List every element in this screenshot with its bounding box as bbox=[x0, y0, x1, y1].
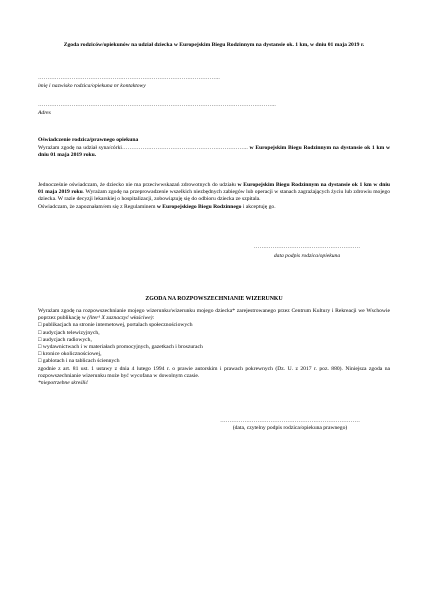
option-noticeboards-checkbox[interactable]: □ gablotach i na tablicach ściennych bbox=[38, 358, 120, 365]
image-consent-body bbox=[38, 308, 390, 387]
signature-1-dotted-line: ………………………………………………… bbox=[253, 244, 361, 250]
regulations-statement-bold: w Europejskiego Biegu Rodzinnego bbox=[156, 203, 242, 210]
declaration-heading: Oświadczenie rodzica/prawnego opiekuna bbox=[38, 137, 139, 143]
option-tv-checkbox[interactable]: □ audycjach telewizyjnych, bbox=[38, 329, 100, 336]
signature-block-1 bbox=[232, 244, 382, 260]
signature-2-caption: (data, czytelny podpis rodzica/opiekuna prawnego) bbox=[232, 425, 348, 432]
signature-1-caption: data podpis rodzica/opiekuna bbox=[273, 253, 341, 260]
option-radio-checkbox[interactable]: □ audycjach radiowych, bbox=[38, 336, 92, 343]
signature-2-dotted-line: ………………………………………………………………… bbox=[220, 418, 360, 424]
option-chronicle-checkbox[interactable]: □ kronice okolicznościowej, bbox=[38, 351, 102, 358]
legal-basis-text: zgodnie z art. 81 ust. 1 ustawy z dnia 4 lutego 1994 r. o prawie autorskim i prawach pokrewnych (Dz. U. z 2017 r. poz. 880). Niniejsza zgoda na rozpowszechnianie wizerunku może być wycofana w dowolnym czasie. bbox=[38, 365, 390, 379]
address-caption: Adres bbox=[38, 110, 51, 116]
health-statement-p2: . Wyrażam zgodę na przeprowadzenie wszelkich niezbędnych zabiegów lub operacji w stanach zagrażających życiu lub zdrowiu mojego dziecka. W razie decyzji lekarskiej o hospitalizacji, zobowiązuję się do odbioru dziecka ze szpitala. bbox=[38, 189, 390, 203]
health-statement bbox=[38, 182, 390, 211]
document-title: Zgoda rodziców/opiekunów na udział dziecka w Europejskim Biegu Rodzinnym na dystansie ok. 1 km, w dniu 01 maja 2019 r. bbox=[63, 42, 365, 48]
image-consent-intro: Wyrażam zgodę na rozpowszechnianie mojego wizerunku/wizerunku mojego dziecka* zarejestrowanego przez Centrum Kultury i Rekreacji we Wschowie poprzez publikację w bbox=[38, 308, 390, 322]
footnote: *niepotrzebne skreślić bbox=[38, 380, 88, 387]
name-caption: imię i nazwisko rodzica/opiekuna nr kontaktowy bbox=[38, 83, 146, 89]
option-internet-checkbox[interactable]: □ publikacjach na stronie internetowej, portalach społecznościowych bbox=[38, 322, 193, 329]
option-publications-checkbox[interactable]: □ wydawnictwach i w materiałach promocyjnych, gazetkach i broszurach bbox=[38, 344, 203, 351]
regulations-statement-end: i akceptuję go. bbox=[241, 203, 276, 210]
declaration-text-plain: Wyrażam zgodę na udział syna/córki………………………………………………………….. bbox=[38, 145, 250, 151]
regulations-statement: Oświadczam, że zapoznałam/em się z Regulaminem bbox=[38, 203, 157, 210]
health-statement-p1: Jednocześnie oświadczam, że dziecko nie ma przeciwwskazań zdrowotnych do udziału bbox=[38, 182, 238, 188]
name-dotted-line: …………………………………………………………………………………….. bbox=[38, 75, 220, 81]
health-statement-event: w Europejskim Biegu Rodzinnym na dystansie ok 1 km w dniu 01 maja 2019 roku bbox=[38, 182, 390, 196]
declaration-text-bold: w Europejskim Biegu Rodzinnym na dystansie ok 1 km w dniu 01 maja 2019 roku. bbox=[38, 145, 391, 159]
image-consent-intro-end: : bbox=[152, 315, 155, 322]
declaration-text bbox=[38, 145, 390, 159]
address-dotted-line: ……………………………………………………………………………………………………………….. bbox=[38, 102, 276, 108]
image-consent-heading: ZGODA NA ROZPOWSZECHNIANIE WIZERUNKU bbox=[145, 296, 283, 302]
signature-block-2 bbox=[196, 418, 384, 432]
image-consent-instruction: (liter¹ X zaznaczyć właściwe) bbox=[87, 315, 153, 322]
